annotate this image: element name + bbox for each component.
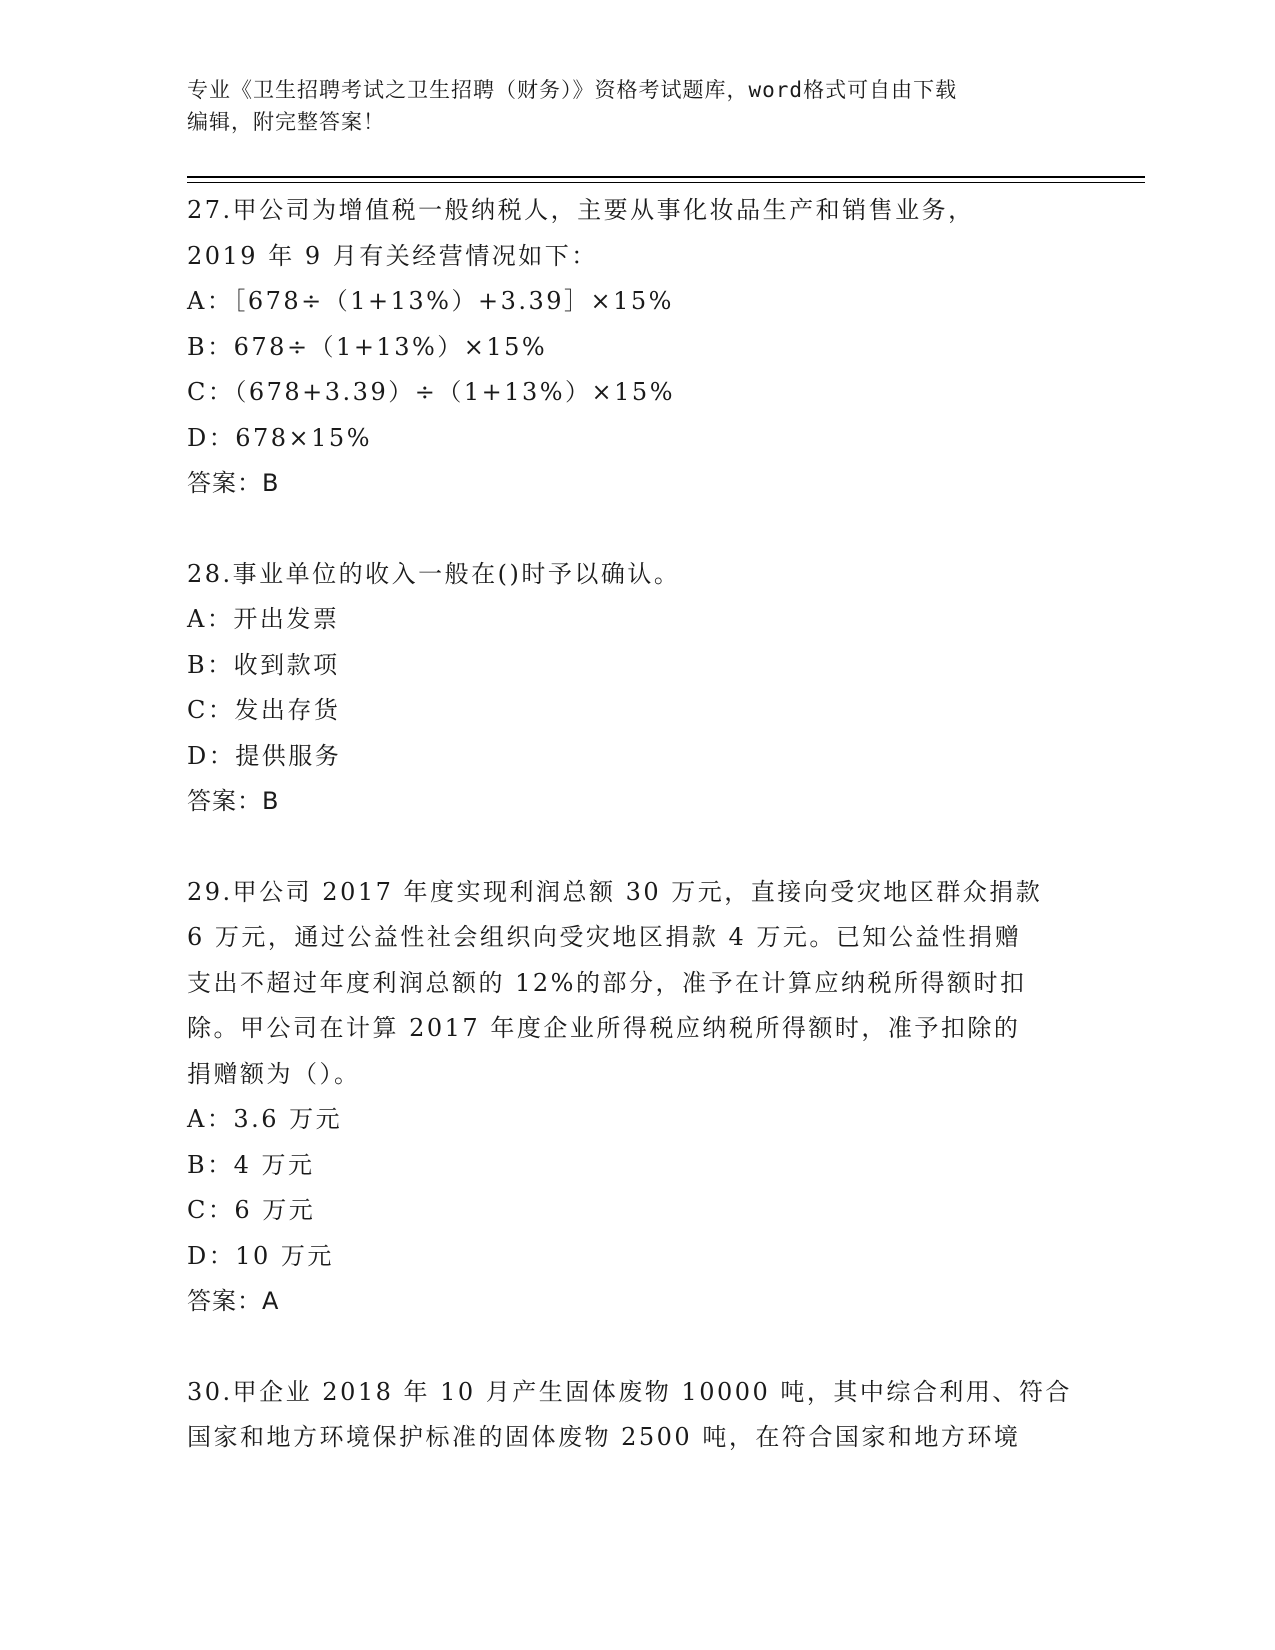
question-line: 29.甲公司 2017 年度实现利润总额 30 万元，直接向受灾地区群众捐款 <box>187 877 1043 906</box>
question-list <box>187 188 1087 1461</box>
document-header <box>187 74 1087 138</box>
spacer <box>187 1325 1087 1370</box>
option-a: A：3.6 万元 <box>187 1105 343 1133</box>
option-a: A：［678÷（1+13%）+3.39］×15% <box>187 287 674 315</box>
option-d: D：提供服务 <box>187 741 342 770</box>
header-rule-thin <box>187 182 1145 183</box>
answer: 答案：B <box>187 469 280 497</box>
option-c: C：发出存货 <box>187 696 341 724</box>
option-a: A：开出发票 <box>187 605 340 633</box>
option-c: C：（678+3.39）÷（1+13%）×15% <box>187 378 676 406</box>
question-stem <box>187 552 1087 598</box>
question-stem <box>187 1370 1087 1461</box>
header-rule-thick <box>187 176 1145 178</box>
question-28 <box>187 552 1087 825</box>
question-line: 除。甲公司在计算 2017 年度企业所得税应纳税所得额时，准予扣除的 <box>187 1014 1021 1042</box>
question-stem <box>187 870 1087 1098</box>
question-line: 2019 年 9 月有关经营情况如下： <box>187 241 598 270</box>
question-line: 捐赠额为（）。 <box>187 1059 361 1088</box>
question-line: 支出不超过年度利润总额的 12%的部分，准予在计算应纳税所得额时扣 <box>187 968 1027 997</box>
question-30 <box>187 1370 1087 1461</box>
answer: 答案：A <box>187 1287 280 1315</box>
spacer <box>187 825 1087 870</box>
question-line: 28.事业单位的收入一般在()时予以确认。 <box>187 559 681 588</box>
option-b: B：收到款项 <box>187 650 340 679</box>
option-c: C：6 万元 <box>187 1196 316 1224</box>
option-d: D：10 万元 <box>187 1241 334 1270</box>
spacer <box>187 507 1087 552</box>
question-29 <box>187 870 1087 1325</box>
question-line: 国家和地方环境保护标准的固体废物 2500 吨，在符合国家和地方环境 <box>187 1423 1021 1451</box>
header-line-1: 专业《卫生招聘考试之卫生招聘（财务）》资格考试题库，word格式可自由下载 <box>187 78 958 102</box>
answer: 答案：B <box>187 787 280 815</box>
question-line: 6 万元，通过公益性社会组织向受灾地区捐款 4 万元。已知公益性捐赠 <box>187 923 1022 951</box>
question-stem <box>187 188 1087 279</box>
option-b: B：4 万元 <box>187 1150 315 1179</box>
option-b: B：678÷（1+13%）×15% <box>187 332 548 361</box>
option-d: D：678×15% <box>187 423 373 452</box>
question-line: 30.甲企业 2018 年 10 月产生固体废物 10000 吨，其中综合利用、符合 <box>187 1377 1072 1406</box>
header-line-2: 编辑，附完整答案！ <box>187 110 385 134</box>
question-line: 27.甲公司为增值税一般纳税人，主要从事化妆品生产和销售业务， <box>187 196 975 224</box>
question-27 <box>187 188 1087 507</box>
